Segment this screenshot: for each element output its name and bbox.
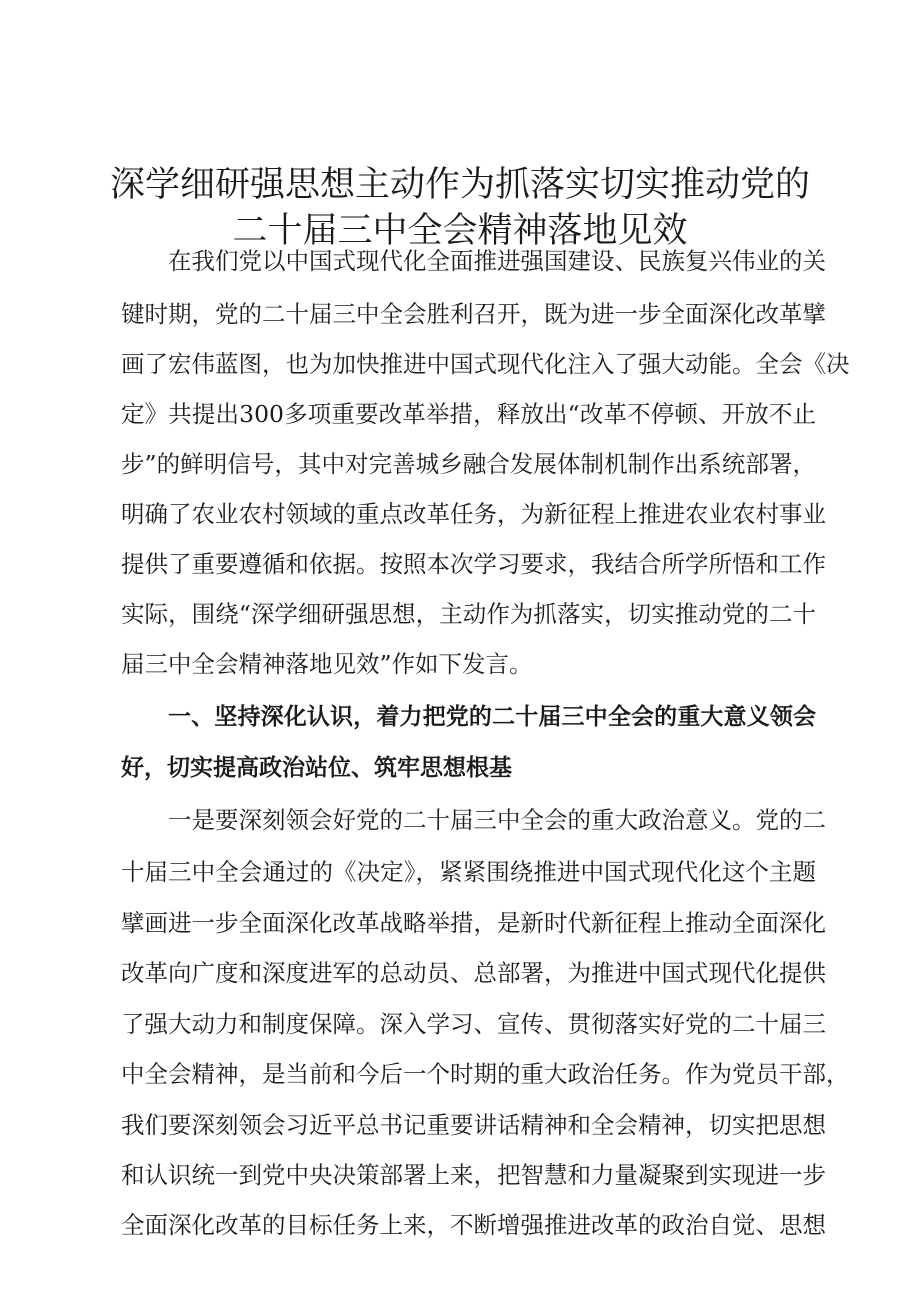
intro-line-1: 在我们党以中国式现代化全面推进强国建设、民族复兴伟业的关: [168, 247, 826, 275]
section-1-heading-line-1: 一、坚持深化认识，着力把党的二十届三中全会的重大意义领会: [168, 704, 816, 730]
intro-line-9: 届三中全会精神落地见效”作如下发言。: [121, 650, 533, 678]
section-1-body-line-8: 和认识统一到党中央决策部署上来，把智慧和力量凝聚到实现进一步: [121, 1161, 826, 1189]
intro-line-7: 提供了重要遵循和依据。按照本次学习要求，我结合所学所悟和工作: [121, 550, 826, 578]
intro-line-3: 画了宏伟蓝图，也为加快推进中国式现代化注入了强大动能。全会《决: [121, 350, 850, 378]
intro-line-5: 步”的鲜明信号，其中对完善城乡融合发展体制机制作出系统部署，: [121, 450, 816, 478]
intro-line-6: 明确了农业农村领域的重点改革任务，为新征程上推进农业农村事业: [121, 500, 826, 528]
section-1-body-line-3: 擘画进一步全面深化改革战略举措，是新时代新征程上推动全面深化: [121, 909, 826, 937]
section-1-body-line-9: 全面深化改革的目标任务上来，不断增强推进改革的政治自觉、思想: [121, 1211, 826, 1239]
document-title-line-1: 深学细研强思想主动作为抓落实切实推动党的: [109, 165, 810, 205]
section-1-body-line-7: 我们要深刻领会习近平总书记重要讲话精神和全会精神，切实把思想: [121, 1111, 826, 1139]
section-1-body-line-6: 中全会精神，是当前和今后一个时期的重大政治任务。作为党员干部，: [121, 1060, 850, 1088]
section-1-body-line-1: 一是要深刻领会好党的二十届三中全会的重大政治意义。党的二: [168, 806, 826, 834]
intro-line-4: 定》共提出300多项重要改革举措，释放出“改革不停顿、开放不止: [121, 400, 816, 428]
section-1-body-line-2: 十届三中全会通过的《决定》，紧紧围绕推进中国式现代化这个主题: [121, 858, 816, 886]
intro-line-8: 实际，围绕“深学细研强思想，主动作为抓落实，切实推动党的二十: [121, 600, 816, 628]
document-title-line-2: 二十届三中全会精神落地见效: [232, 211, 688, 251]
intro-line-2: 键时期，党的二十届三中全会胜利召开，既为进一步全面深化改革擘: [121, 300, 826, 328]
section-1-heading-line-2: 好，切实提高政治站位、筑牢思想根基: [121, 755, 512, 781]
section-1-body-line-4: 改革向广度和深度进军的总动员、总部署，为推进中国式现代化提供: [121, 959, 826, 987]
section-1-body-line-5: 了强大动力和制度保障。深入学习、宣传、贯彻落实好党的二十届三: [121, 1010, 826, 1038]
